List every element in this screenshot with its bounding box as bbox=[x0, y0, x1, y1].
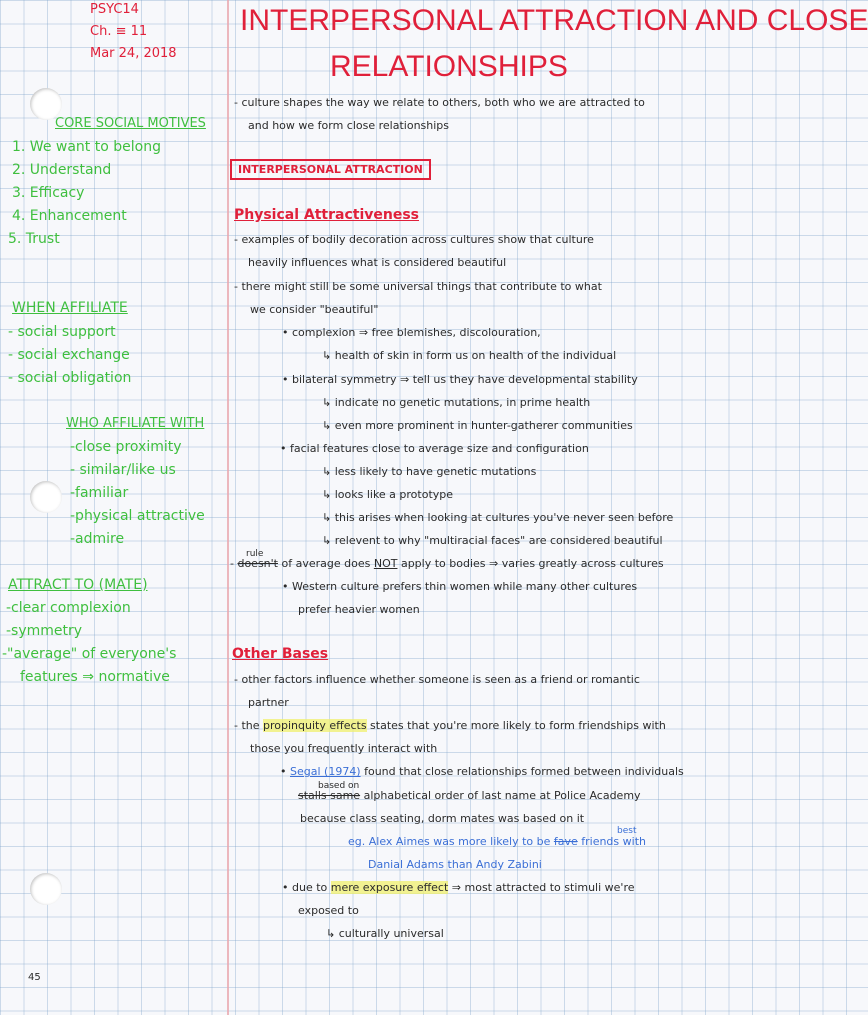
struck-word: stalls same bbox=[298, 789, 361, 802]
note-line: and how we form close relationships bbox=[248, 119, 450, 132]
when-affiliate-item: - social exchange bbox=[8, 347, 130, 363]
note-line: exposed to bbox=[298, 904, 359, 917]
note-line: ↳ less likely to have genetic mutations bbox=[322, 465, 537, 478]
who-affiliate-heading: WHO AFFILIATE WITH bbox=[66, 416, 205, 431]
note-line: prefer heavier women bbox=[298, 603, 420, 616]
note-line: ↳ this arises when looking at cultures you've never seen before bbox=[322, 511, 674, 524]
attract-heading: ATTRACT TO (MATE) bbox=[8, 577, 148, 593]
attract-item: -symmetry bbox=[6, 623, 83, 639]
struck-word: doesn't bbox=[237, 557, 278, 570]
who-affiliate-item: - similar/like us bbox=[70, 462, 176, 478]
emphasis-not: NOT bbox=[373, 557, 398, 570]
binder-hole-middle bbox=[30, 481, 62, 513]
note-line: - there might still be some universal things that contribute to what bbox=[234, 280, 602, 293]
core-motive-item: 2. Understand bbox=[12, 162, 112, 178]
chapter-label: Ch. ≡ 11 bbox=[90, 24, 148, 39]
note-line: stalls same alphabetical order of last name at Police Academy bbox=[298, 789, 641, 802]
note-line: ↳ looks like a prototype bbox=[322, 488, 454, 501]
note-line: those you frequently interact with bbox=[250, 742, 438, 755]
binder-hole-bottom bbox=[30, 873, 62, 905]
attract-item: -"average" of everyone's bbox=[2, 646, 177, 662]
note-line: ↳ culturally universal bbox=[326, 927, 444, 940]
course-code: PSYC14 bbox=[90, 2, 139, 17]
note-line: ↳ indicate no genetic mutations, in prime health bbox=[322, 396, 591, 409]
page-number: 45 bbox=[28, 972, 41, 983]
insertion-note: based on bbox=[318, 781, 360, 791]
subsection-heading: Other Bases bbox=[232, 646, 329, 662]
who-affiliate-item: -physical attractive bbox=[70, 508, 205, 524]
note-line: partner bbox=[248, 696, 289, 709]
note-line: we consider "beautiful" bbox=[250, 303, 379, 316]
core-motive-item: 4. Enhancement bbox=[12, 208, 127, 224]
note-line: • due to mere exposure effect ⇒ most attracted to stimuli we're bbox=[282, 881, 635, 894]
struck-word: fave bbox=[553, 835, 578, 848]
note-line: - culture shapes the way we relate to others, both who we are attracted to bbox=[234, 96, 645, 109]
who-affiliate-item: -familiar bbox=[70, 485, 129, 501]
when-affiliate-item: - social support bbox=[8, 324, 116, 340]
note-line: ↳ relevent to why "multiracial faces" are considered beautiful bbox=[322, 534, 663, 547]
note-line: because class seating, dorm mates was based on it bbox=[300, 812, 585, 825]
note-line: • bilateral symmetry ⇒ tell us they have developmental stability bbox=[282, 373, 638, 386]
note-line: • complexion ⇒ free blemishes, discolouration, bbox=[282, 326, 541, 339]
example-line: Danial Adams than Andy Zabini bbox=[368, 858, 542, 871]
note-line: - the propinquity effects states that you're more likely to form friendships with bbox=[234, 719, 666, 732]
subsection-heading: Physical Attractiveness bbox=[234, 207, 420, 223]
who-affiliate-item: -close proximity bbox=[70, 439, 182, 455]
date-label: Mar 24, 2018 bbox=[90, 46, 177, 61]
note-line: • Segal (1974) found that close relationships formed between individuals bbox=[280, 765, 684, 778]
highlighted-term: mere exposure effect bbox=[330, 881, 449, 894]
attract-item: features ⇒ normative bbox=[20, 669, 170, 685]
page-title-line-1: INTERPERSONAL ATTRACTION AND CLOSE bbox=[240, 4, 868, 37]
when-affiliate-heading: WHEN AFFILIATE bbox=[12, 300, 128, 316]
who-affiliate-item: -admire bbox=[70, 531, 125, 547]
note-line: - other factors influence whether someone is seen as a friend or romantic bbox=[234, 673, 640, 686]
margin-line bbox=[227, 0, 229, 1015]
core-motive-item: 1. We want to belong bbox=[12, 139, 161, 155]
highlighted-term: propinquity effects bbox=[263, 719, 367, 732]
note-line: ↳ even more prominent in hunter-gatherer communities bbox=[322, 419, 633, 432]
note-line: heavily influences what is considered beautiful bbox=[248, 256, 507, 269]
insertion-note: rule bbox=[246, 549, 264, 559]
note-line: - doesn't of average does NOT apply to bodies ⇒ varies greatly across cultures bbox=[230, 557, 664, 570]
core-motive-item: 3. Efficacy bbox=[12, 185, 85, 201]
page-title-line-2: RELATIONSHIPS bbox=[330, 50, 568, 83]
insertion-note: best bbox=[617, 826, 637, 836]
note-line: ↳ health of skin in form us on health of the individual bbox=[322, 349, 617, 362]
note-line: • Western culture prefers thin women while many other cultures bbox=[282, 580, 638, 593]
example-line: eg. Alex Aimes was more likely to be fave friends with bbox=[348, 835, 646, 848]
note-line: - examples of bodily decoration across cultures show that culture bbox=[234, 233, 594, 246]
citation: Segal (1974) bbox=[290, 765, 361, 778]
attract-item: -clear complexion bbox=[6, 600, 131, 616]
section-heading: INTERPERSONAL ATTRACTION bbox=[230, 159, 431, 180]
when-affiliate-item: - social obligation bbox=[8, 370, 132, 386]
note-line: • facial features close to average size and configuration bbox=[280, 442, 589, 455]
core-motives-heading: CORE SOCIAL MOTIVES bbox=[55, 116, 206, 131]
core-motive-item: 5. Trust bbox=[8, 231, 60, 247]
